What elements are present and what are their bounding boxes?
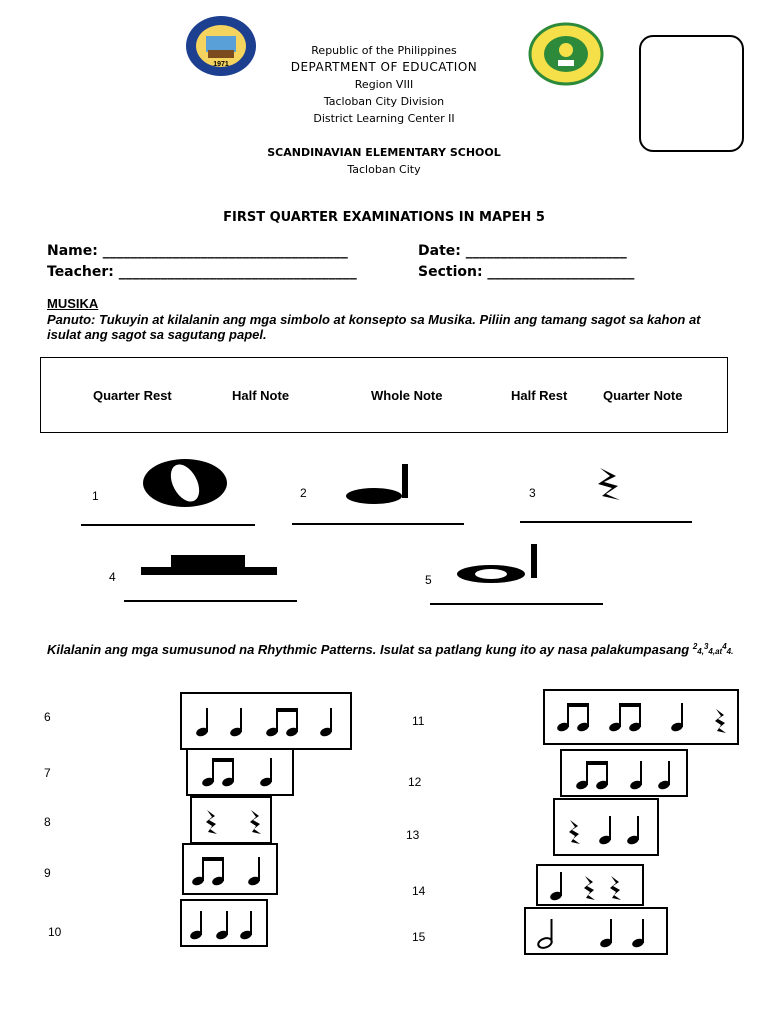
republic-line: Republic of the Philippines — [311, 44, 457, 57]
quarter-note-icon — [344, 462, 412, 504]
half-note-icon — [455, 543, 541, 585]
musika-instructions: Panuto: Tukuyin at kilalanin ang mga simbolo at konsepto sa Musika. Piliin ang tamang sagot sa kahon at isulat ang sagot sa sagutang papel. — [47, 312, 701, 342]
rhythm-pattern-10 — [180, 899, 268, 947]
choice-half-rest: Half Rest — [511, 388, 568, 403]
choice-quarter-rest: Quarter Rest — [93, 388, 172, 403]
answer-line-4[interactable] — [124, 600, 297, 602]
item-number-6: 6 — [44, 710, 51, 724]
item-number-7: 7 — [44, 766, 51, 780]
answer-line-3[interactable] — [520, 521, 692, 523]
choice-whole-note: Whole Note — [371, 388, 443, 403]
school-logo — [528, 22, 604, 86]
rhythm-pattern-8 — [190, 796, 272, 844]
photo-box — [639, 35, 744, 152]
item-number-4: 4 — [109, 570, 116, 584]
quarter-rest-icon — [594, 466, 624, 502]
rhythm-pattern-7 — [186, 748, 294, 796]
region-line: Region VIII — [354, 78, 414, 91]
rhythm-pattern-12 — [560, 749, 688, 797]
item-number-11: 11 — [412, 714, 425, 728]
answer-line-5[interactable] — [430, 603, 603, 605]
rhythm-instructions: Kilalanin ang mga sumusunod na Rhythmic Patterns. Isulat sa patlang kung ito ay nasa palakumpasang $^24,^34,at^44$. — [47, 642, 734, 657]
half-rest-icon — [141, 553, 277, 577]
teacher-field[interactable]: Teacher: __________________________________ — [47, 264, 357, 280]
item-number-8: 8 — [44, 815, 51, 829]
item-number-10: 10 — [48, 925, 62, 939]
item-number-9: 9 — [44, 866, 51, 880]
item-number-3: 3 — [529, 486, 536, 500]
department-line: DEPARTMENT OF EDUCATION — [290, 60, 478, 74]
item-number-1: 1 — [92, 489, 99, 503]
school-name: SCANDINAVIAN ELEMENTARY SCHOOL — [267, 146, 501, 159]
district-line: District Learning Center II — [313, 112, 455, 125]
section-field[interactable]: Section: _____________________ — [418, 264, 635, 280]
exam-title: FIRST QUARTER EXAMINATIONS IN MAPEH 5 — [223, 210, 545, 225]
choice-half-note: Half Note — [232, 388, 290, 403]
item-number-13: 13 — [406, 828, 420, 842]
choice-quarter-note: Quarter Note — [603, 388, 683, 403]
item-number-14: 14 — [412, 884, 426, 898]
school-city: Tacloban City — [347, 163, 421, 176]
item-number-12: 12 — [408, 775, 422, 789]
rhythm-pattern-9 — [182, 843, 278, 895]
answer-line-1[interactable] — [81, 524, 255, 526]
name-field[interactable]: Name: ___________________________________ — [47, 243, 348, 259]
section-heading-musika: MUSIKA — [47, 296, 99, 311]
division-line: Tacloban City Division — [323, 95, 445, 108]
item-number-5: 5 — [425, 573, 432, 587]
rhythm-pattern-14 — [536, 864, 644, 906]
choices-box — [40, 357, 728, 433]
rhythm-pattern-11 — [543, 689, 739, 745]
division-year: 1971 — [213, 61, 229, 68]
item-number-2: 2 — [300, 486, 307, 500]
rhythm-pattern-13 — [553, 798, 659, 856]
item-number-15: 15 — [412, 930, 426, 944]
date-field[interactable]: Date: _______________________ — [418, 243, 627, 259]
rhythm-pattern-15 — [524, 907, 668, 955]
answer-line-2[interactable] — [292, 523, 464, 525]
whole-note-icon — [142, 458, 228, 508]
rhythm-pattern-6 — [180, 692, 352, 750]
